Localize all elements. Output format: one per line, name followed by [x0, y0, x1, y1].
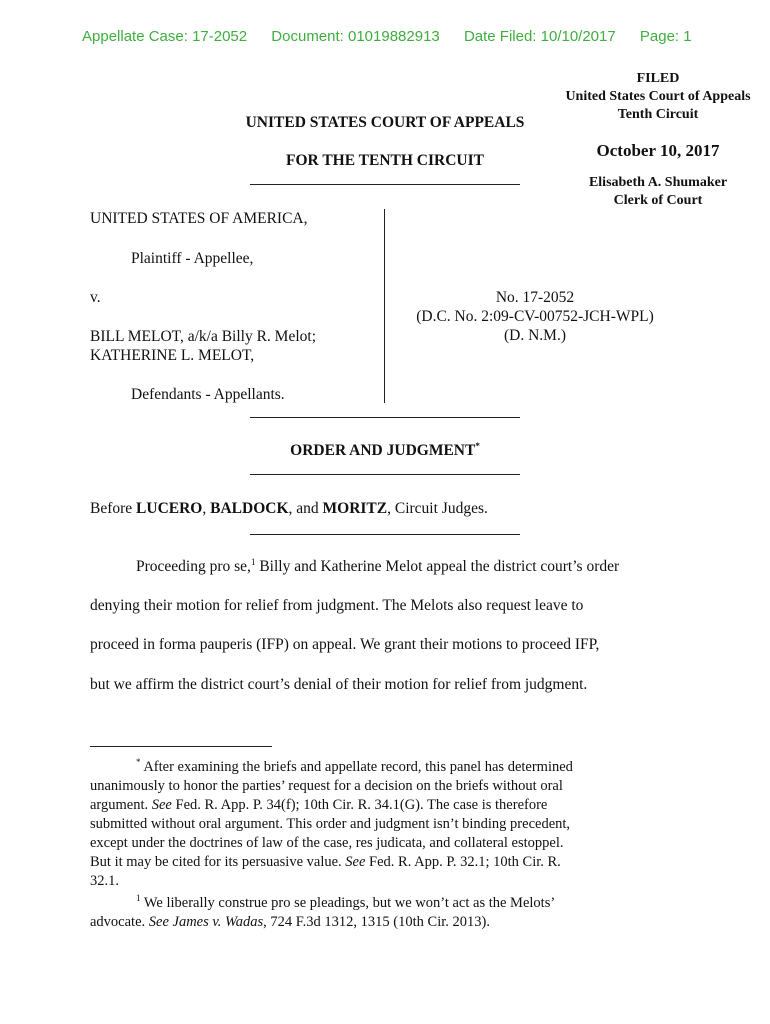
before-suffix: , Circuit Judges.	[387, 500, 488, 517]
footnote-text: submitted without oral argument. This order and judgment isn’t binding precedent,	[90, 816, 571, 832]
filed-stamp	[552, 70, 764, 210]
footnote-mark: 1	[136, 893, 141, 904]
body-line-1	[136, 558, 736, 576]
filing-header	[82, 28, 712, 45]
filed-court: United States Court of Appeals	[565, 89, 751, 104]
defendant-role: Defendants - Appellants.	[131, 386, 285, 403]
footnote-signal: See	[345, 854, 366, 870]
defendant-1: BILL MELOT, a/k/a Billy R. Melot;	[90, 328, 317, 345]
footnote-1	[90, 758, 680, 891]
divider	[250, 184, 520, 185]
footnote-text: , 724 F.3d 1312, 1315 (10th Cir. 2013).	[263, 914, 490, 930]
header-case-number: Appellate Case: 17-2052	[82, 28, 248, 45]
filed-circuit: Tenth Circuit	[617, 107, 699, 122]
body-line-4: but we affirm the district court’s denial of their motion for relief from judgment.	[90, 676, 588, 693]
separator: , and	[288, 500, 319, 517]
district: (D. N.M.)	[504, 327, 566, 344]
footnote-text: advocate.	[90, 914, 146, 930]
footnote-text: argument.	[90, 797, 149, 813]
footnote-text: except under the doctrines of law of the case, res judicata, and collateral estoppel.	[90, 835, 564, 851]
judge-name: LUCERO	[136, 500, 203, 517]
footnote-text: But it may be cited for its persuasive value.	[90, 854, 342, 870]
caption-divider	[384, 209, 385, 403]
divider	[250, 534, 520, 535]
district-case-number: (D.C. No. 2:09-CV-00752-JCH-WPL)	[416, 308, 654, 325]
footnote-rule	[90, 746, 272, 747]
judge-name: BALDOCK	[210, 500, 289, 517]
order-title-text: ORDER AND JUDGMENT	[290, 442, 476, 459]
footnote-text: After examining the briefs and appellate record, this panel has determined	[140, 759, 573, 775]
footnote-text: 32.1.	[90, 873, 119, 889]
header-date-filed: Date Filed: 10/10/2017	[463, 28, 616, 45]
clerk-name: Elisabeth A. Shumaker	[588, 175, 728, 190]
body-text: Billy and Katherine Melot appeal the district court’s order	[255, 558, 620, 575]
footnote-text: unanimously to honor the parties’ request for a decision on the briefs without oral	[90, 778, 563, 794]
header-document-number: Document: 01019882913	[271, 28, 440, 45]
footnote-text: Fed. R. App. P. 32.1; 10th Cir. R.	[365, 854, 561, 870]
clerk-title: Clerk of Court	[613, 193, 703, 208]
case-citation: See James v. Wadas	[148, 914, 264, 930]
footnote-mark: *	[136, 757, 141, 768]
footnote-2	[90, 894, 680, 932]
case-number: No. 17-2052	[495, 289, 575, 306]
judge-name: MORITZ	[322, 500, 388, 517]
divider	[250, 417, 520, 418]
separator: ,	[202, 500, 207, 517]
footnote-text: We liberally construe pro se pleadings, but we won’t act as the Melots’	[140, 895, 556, 911]
body-text: Proceeding pro se,	[136, 558, 251, 575]
body-line-3: proceed in forma pauperis (IFP) on appeal. We grant their motions to proceed IFP,	[90, 636, 600, 653]
case-number-block	[395, 288, 675, 345]
versus: v.	[90, 289, 101, 306]
defendant-2: KATHERINE L. MELOT,	[90, 347, 255, 364]
panel-line	[90, 500, 488, 518]
divider	[250, 474, 520, 475]
footnote-text: Fed. R. App. P. 34(f); 10th Cir. R. 34.1(G). The case is therefore	[171, 797, 548, 813]
before-prefix: Before	[90, 500, 133, 517]
order-footnote-mark: *	[475, 440, 480, 451]
body-line-2: denying their motion for relief from judgment. The Melots also request leave to	[90, 597, 584, 614]
footnote-ref: 1	[250, 556, 256, 567]
plaintiff-name: UNITED STATES OF AMERICA,	[90, 210, 308, 227]
filed-date: October 10, 2017	[596, 141, 720, 160]
filed-label: FILED	[636, 71, 680, 86]
header-page: Page: 1	[639, 28, 692, 45]
circuit-title: FOR THE TENTH CIRCUIT	[286, 152, 484, 169]
footnote-signal: See	[151, 797, 172, 813]
order-title	[200, 442, 570, 460]
court-title: UNITED STATES COURT OF APPEALS	[245, 114, 525, 131]
plaintiff-role: Plaintiff - Appellee,	[131, 250, 254, 267]
